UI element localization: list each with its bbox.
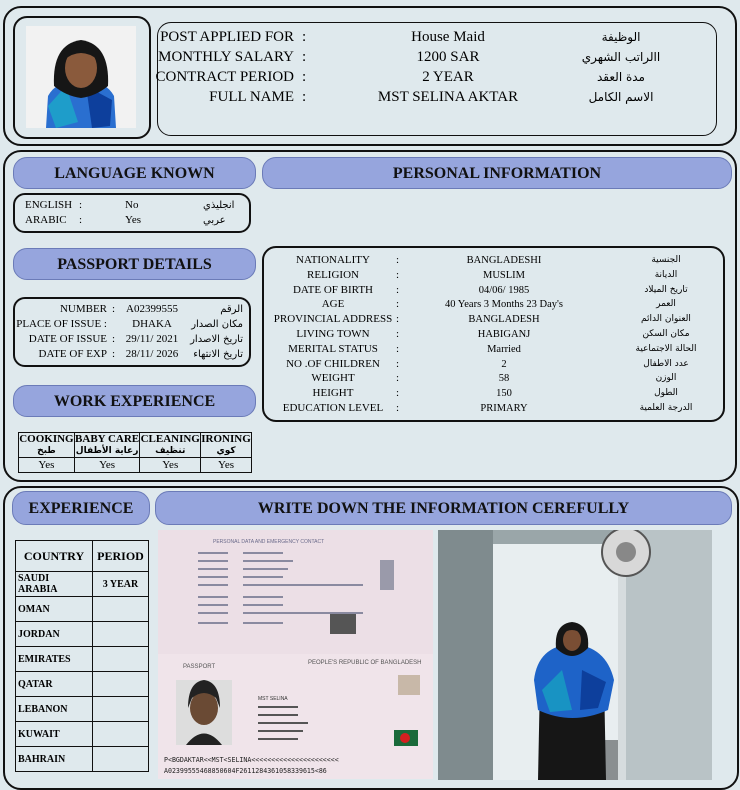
work-col-ar: رعاية الأطفال	[75, 446, 139, 456]
summary-colon: :	[302, 69, 307, 85]
work-col-header	[140, 433, 201, 458]
personal-value: 04/06/ 1985	[478, 284, 530, 296]
summary-arabic: مدة العقد	[597, 70, 645, 84]
language-row	[15, 198, 249, 213]
work-header: WORK EXPERIENCE	[13, 385, 256, 417]
experience-country: OMAN	[16, 597, 93, 622]
work-col-en: COOKING	[19, 433, 74, 445]
experience-country: KUWAIT	[16, 722, 93, 747]
personal-value: BANGLADESH	[468, 314, 540, 326]
summary-value: MST SELINA AKTAR	[377, 89, 519, 105]
personal-arabic: الحالة الاجتماعية	[635, 343, 697, 354]
summary-label: MONTHLY SALARY	[158, 49, 294, 65]
language-box	[13, 193, 251, 233]
passport-value: DHAKA	[132, 318, 172, 330]
summary-arabic: الوظيفة	[601, 30, 641, 44]
experience-country: SAUDI ARABIA	[16, 572, 93, 597]
language-arabic: انجليذي	[203, 200, 235, 211]
experience-header: EXPERIENCE	[12, 491, 150, 525]
work-experience-table	[18, 432, 252, 473]
passport-row	[15, 317, 249, 332]
experience-country: JORDAN	[16, 622, 93, 647]
work-col-en: BABY CARE	[75, 433, 140, 445]
scan-name: MST SELINA	[258, 696, 288, 702]
personal-label: LIVING TOWN	[296, 328, 370, 340]
experience-period	[93, 672, 149, 697]
personal-arabic: الديانة	[654, 269, 678, 280]
experience-period	[93, 647, 149, 672]
passport-scan-image	[158, 530, 433, 779]
language-value: No	[125, 199, 139, 211]
country-col-header: COUNTRY	[16, 541, 93, 572]
passport-label: DATE OF EXP	[38, 348, 107, 360]
experience-country: QATAR	[16, 672, 93, 697]
personal-colon: :	[396, 372, 400, 385]
work-col-en: CLEANING	[140, 433, 200, 445]
experience-country: EMIRATES	[16, 647, 93, 672]
passport-header: PASSPORT DETAILS	[13, 248, 256, 280]
personal-row	[264, 357, 723, 372]
passport-arabic: مكان الصدار	[191, 319, 243, 330]
summary-row	[158, 87, 716, 107]
personal-value: PRIMARY	[480, 403, 528, 414]
profile-photo-frame	[13, 16, 151, 139]
summary-colon: :	[302, 89, 307, 105]
personal-row	[264, 386, 723, 401]
work-col-ar: كوي	[216, 446, 236, 456]
language-label: ARABIC	[25, 214, 67, 226]
personal-label: RELIGION	[307, 268, 359, 281]
middle-panel	[3, 150, 737, 482]
experience-row	[16, 747, 149, 772]
scan-mrz-2: A02399555468850604F2611284361058339615<86	[164, 767, 327, 775]
experience-period	[93, 597, 149, 622]
passport-colon: :	[112, 348, 116, 360]
personal-label: MERITAL STATUS	[288, 342, 378, 355]
personal-value: 40 Years 3 Months 23 Day's	[445, 299, 563, 311]
experience-country: BAHRAIN	[16, 747, 93, 772]
personal-colon: :	[396, 402, 400, 414]
summary-label: CONTRACT PERIOD	[155, 69, 294, 85]
personal-row	[264, 297, 723, 312]
personal-label: NATIONALITY	[296, 254, 370, 266]
personal-value: BANGLADESHI	[466, 255, 542, 266]
personal-arabic: تاريخ الميلاد	[644, 284, 688, 295]
summary-label: FULL NAME	[209, 89, 294, 105]
language-value: Yes	[125, 214, 142, 226]
scan-republic: PEOPLE'S REPUBLIC OF BANGLADESH	[308, 660, 422, 666]
personal-row	[264, 327, 723, 342]
summary-value: 1200 SAR	[416, 49, 480, 65]
work-col-ar: تنظيف	[155, 446, 186, 456]
scan-header: PERSONAL DATA AND EMERGENCY CONTACT	[213, 539, 325, 545]
bottom-panel	[3, 486, 739, 790]
experience-row	[16, 622, 149, 647]
personal-arabic: الطول	[654, 388, 678, 399]
personal-value: MUSLIM	[482, 269, 525, 281]
work-col-value: Yes	[140, 458, 201, 473]
personal-box	[262, 246, 725, 422]
full-body-photo	[438, 530, 712, 780]
passport-box	[13, 297, 251, 367]
passport-colon: :	[112, 333, 116, 345]
summary-colon: :	[302, 49, 307, 65]
passport-row	[15, 332, 249, 347]
passport-row	[15, 347, 249, 362]
personal-label: WEIGHT	[311, 372, 355, 385]
work-col-header	[201, 433, 252, 458]
experience-period	[93, 622, 149, 647]
personal-colon: :	[396, 298, 400, 311]
passport-label: NUMBER	[59, 303, 107, 315]
personal-arabic: الجنسية	[651, 255, 681, 265]
passport-row	[15, 302, 249, 317]
personal-colon: :	[396, 283, 400, 296]
personal-label: NO .OF CHILDREN	[286, 357, 380, 370]
personal-row	[264, 268, 723, 283]
personal-colon: :	[396, 387, 400, 400]
personal-row	[264, 342, 723, 357]
passport-label: PLACE OF ISSUE :	[16, 318, 107, 330]
personal-arabic: الدرجة العلمية	[639, 403, 693, 413]
top-panel	[3, 6, 737, 146]
language-arabic: عربي	[203, 215, 226, 226]
personal-value: 150	[496, 388, 512, 400]
experience-country: LEBANON	[16, 697, 93, 722]
experience-row	[16, 672, 149, 697]
passport-colon: :	[112, 303, 116, 315]
work-col-value: Yes	[74, 458, 140, 473]
summary-label: POST APPLIED FOR	[160, 29, 294, 45]
personal-colon: :	[396, 342, 400, 355]
personal-arabic: عدد الاطفال	[643, 358, 689, 369]
passport-label: DATE OF ISSUE	[28, 333, 107, 345]
summary-value: House Maid	[411, 29, 485, 45]
personal-value: Married	[487, 343, 521, 355]
experience-period	[93, 747, 149, 772]
personal-value: 2	[501, 358, 507, 370]
experience-period	[93, 722, 149, 747]
work-col-ar: طبخ	[37, 446, 56, 456]
personal-colon: :	[396, 254, 400, 266]
passport-arabic: الرقم	[220, 304, 243, 315]
personal-colon: :	[396, 313, 400, 326]
personal-row	[264, 283, 723, 298]
personal-header: PERSONAL INFORMATION	[262, 157, 732, 189]
summary-colon: :	[302, 29, 307, 45]
experience-row	[16, 572, 149, 597]
passport-arabic: تاريخ الاصدار	[190, 334, 243, 345]
passport-value: 28/11/ 2026	[125, 348, 179, 360]
summary-value: 2 YEAR	[422, 69, 474, 85]
passport-arabic: تاريخ الانتهاء	[193, 349, 243, 360]
experience-row	[16, 597, 149, 622]
profile-photo	[26, 26, 136, 128]
personal-colon: :	[396, 328, 400, 340]
passport-value: 29/11/ 2021	[125, 333, 179, 345]
work-col-en: IRONING	[201, 433, 251, 445]
work-col-value: Yes	[201, 458, 252, 473]
summary-row	[158, 47, 716, 67]
personal-label: DATE OF BIRTH	[292, 283, 373, 296]
personal-label: EDUCATION LEVEL	[282, 402, 384, 414]
summary-arabic: الاسم الكامل	[588, 90, 654, 104]
language-header: LANGUAGE KNOWN	[13, 157, 256, 189]
personal-row	[264, 253, 723, 268]
personal-label: HEIGHT	[312, 387, 354, 400]
experience-row	[16, 697, 149, 722]
personal-row	[264, 371, 723, 386]
personal-colon: :	[396, 357, 400, 370]
personal-arabic: مكان السكن	[642, 329, 690, 339]
language-colon: :	[79, 199, 83, 211]
experience-period	[93, 697, 149, 722]
work-col-header	[74, 433, 140, 458]
experience-row	[16, 647, 149, 672]
scan-mrz-1: P<BGDAKTAR<<MST<SELINA<<<<<<<<<<<<<<<<<<<<<<	[164, 756, 339, 764]
language-colon: :	[79, 214, 83, 226]
work-col-header	[19, 433, 75, 458]
personal-arabic: العنوان الدائم	[641, 314, 691, 325]
personal-value: HABIGANJ	[477, 329, 531, 340]
personal-arabic: العمر	[656, 299, 676, 310]
period-col-header: PERIOD	[93, 541, 149, 572]
experience-row	[16, 722, 149, 747]
summary-row	[155, 67, 716, 87]
passport-value: A02399555	[126, 303, 178, 315]
summary-row	[158, 27, 716, 47]
personal-value: 58	[498, 373, 510, 385]
work-col-value: Yes	[19, 458, 75, 473]
language-label: ENGLISH	[25, 199, 73, 211]
personal-row	[264, 312, 723, 327]
summary-box	[157, 22, 717, 136]
personal-row	[264, 401, 723, 416]
personal-label: PROVINCIAL ADDRESS	[273, 313, 393, 326]
personal-colon: :	[396, 268, 400, 281]
personal-arabic: الوزن	[655, 373, 677, 384]
language-row	[15, 213, 249, 228]
summary-arabic: االراتب الشهري	[581, 50, 661, 64]
experience-table	[15, 540, 149, 772]
write-info-header: WRITE DOWN THE INFORMATION CEREFULLY	[155, 491, 732, 525]
personal-label: AGE	[321, 298, 345, 311]
experience-period: 3 YEAR	[93, 572, 149, 597]
scan-passport-label: PASSPORT	[183, 664, 216, 670]
